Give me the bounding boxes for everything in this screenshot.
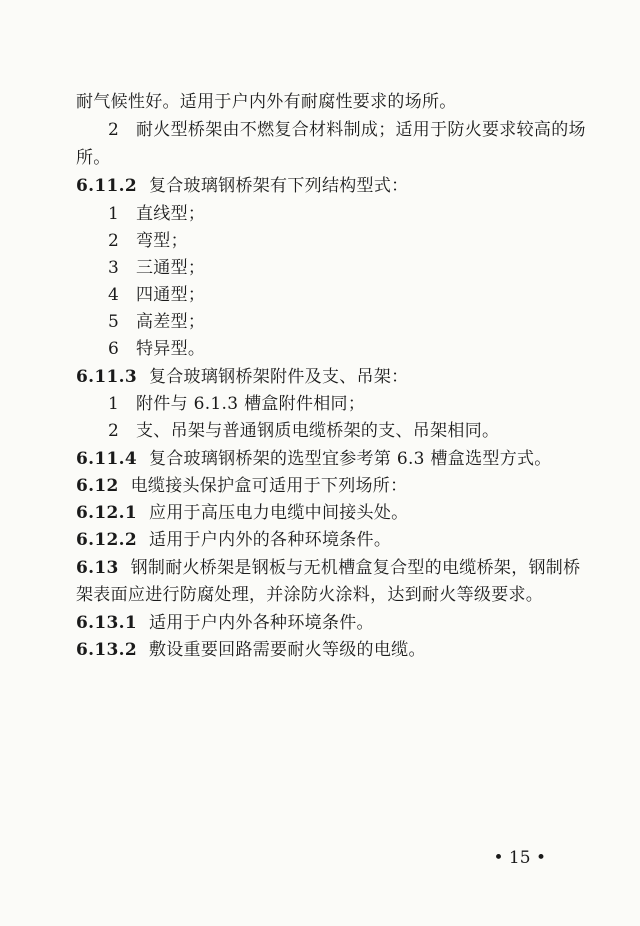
list-item-accessories: 1 附件与 6.1.3 槽盒附件相同； [108,394,366,414]
list-item-2: 2 弯型； [108,231,188,251]
section-6-12-1: 6.12.1 应用于高压电力电缆中间接头处。 [76,503,409,523]
section-6-11-2: 6.11.2 复合玻璃钢桥架有下列结构型式： [76,176,409,196]
list-item-supports: 2 支、吊架与普通钢质电缆桥架的支、吊架相同。 [108,421,500,441]
list-item-6: 6 特异型。 [108,339,206,359]
section-6-11-3: 6.11.3 复合玻璃钢桥架附件及支、吊架： [76,367,409,387]
text-line-6-13-cont: 架表面应进行防腐处理，并涂防火涂料，达到耐火等级要求。 [76,585,544,605]
section-6-13-2: 6.13.2 敷设重要回路需要耐火等级的电缆。 [76,640,426,660]
text-line-1: 耐气候性好。适用于户内外有耐腐性要求的场所。 [76,92,457,112]
list-item-5: 5 高差型； [108,312,206,332]
page-number: • 15 • [493,848,546,868]
section-6-12-2: 6.12.2 适用于户内外的各种环境条件。 [76,530,392,550]
list-item-2-fireproof: 2 耐火型桥架由不燃复合材料制成；适用于防火要求较高的场 [108,120,586,140]
section-6-13: 6.13 钢制耐火桥架是钢板与无机槽盒复合型的电缆桥架，钢制桥 [76,558,581,578]
list-item-3: 3 三通型； [108,258,206,278]
section-6-13-1: 6.13.1 适用于户内外各种环境条件。 [76,613,374,633]
section-6-11-4: 6.11.4 复合玻璃钢桥架的选型宜参考第 6.3 槽盒选型方式。 [76,449,552,469]
text-line-3: 所。 [76,148,111,168]
section-6-12: 6.12 电缆接头保护盒可适用于下列场所： [76,476,408,496]
list-item-1: 1 直线型； [108,204,206,224]
list-item-4: 4 四通型； [108,285,206,305]
